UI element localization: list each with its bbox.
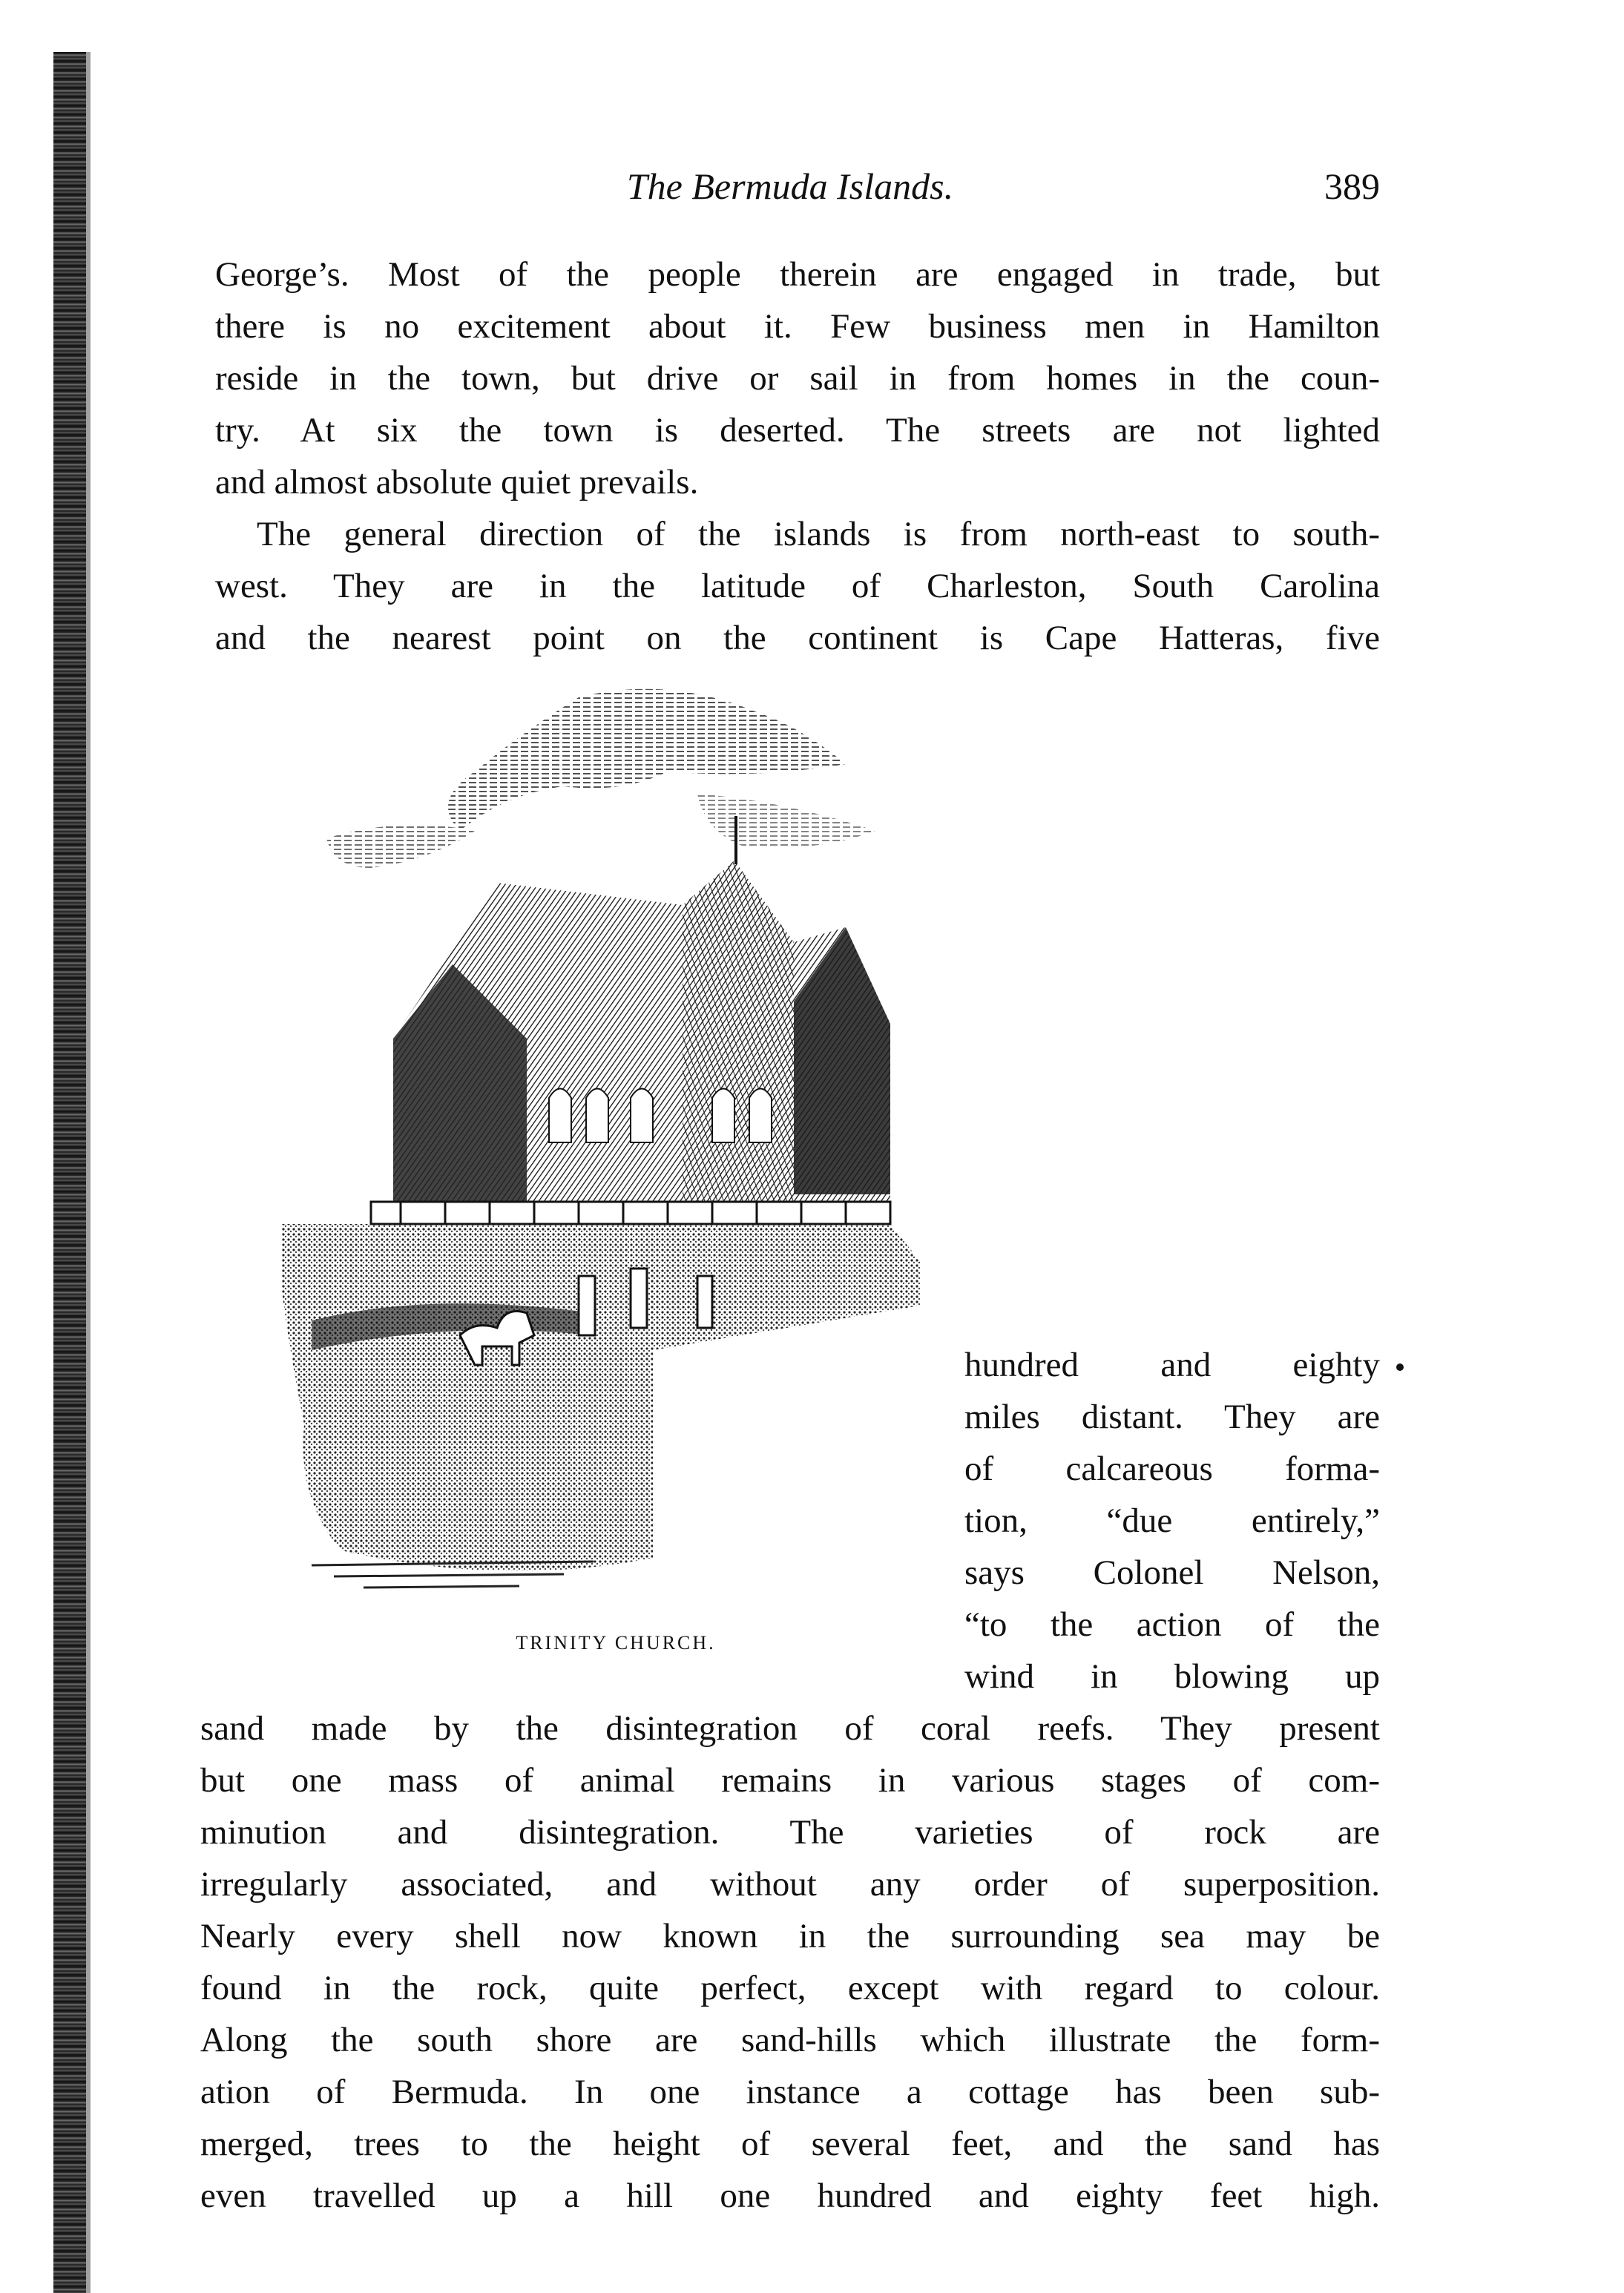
text-line: try. At six the town is deserted. The streets are not lighted xyxy=(215,411,1380,450)
text-block-top xyxy=(215,249,1380,664)
text-line: sand made by the disintegration of coral reefs. They present xyxy=(200,1709,1380,1748)
spine-shadow xyxy=(86,52,91,2293)
text-line: The general direction of the islands is from north-east to south- xyxy=(257,515,1380,553)
text-line: wind in blowing up xyxy=(964,1657,1380,1696)
text-line: and the nearest point on the continent is Cape Hatteras, five xyxy=(215,619,1380,657)
text-line: tion, “due entirely,” xyxy=(964,1501,1380,1540)
text-line: west. They are in the latitude of Charleston, South Carolina xyxy=(215,567,1380,605)
text-line: “to the action of the xyxy=(964,1605,1380,1644)
page-number: 389 xyxy=(1324,165,1380,207)
text-line: irregularly associated, and without any order of superposition. xyxy=(200,1865,1380,1904)
book-spine-edge xyxy=(53,52,86,2293)
text-line: ation of Bermuda. In one instance a cottage has been sub- xyxy=(200,2073,1380,2111)
text-line: Nearly every shell now known in the surrounding sea may be xyxy=(200,1917,1380,1955)
text-line: reside in the town, but drive or sail in from homes in the coun- xyxy=(215,359,1380,398)
text-line: George’s. Most of the people therein are engaged in trade, but xyxy=(215,255,1380,294)
text-line: says Colonel Nelson, xyxy=(964,1553,1380,1592)
stray-mark xyxy=(1396,1363,1404,1371)
text-block-side xyxy=(964,1339,1380,1703)
text-line: miles distant. They are xyxy=(964,1398,1380,1436)
text-line: hundred and eighty xyxy=(964,1346,1380,1384)
figure-caption: TRINITY CHURCH. xyxy=(516,1632,716,1654)
text-line: there is no excitement about it. Few business men in Hamilton xyxy=(215,307,1380,346)
text-line: found in the rock, quite perfect, except with regard to colour. xyxy=(200,1969,1380,2007)
text-line: but one mass of animal remains in various stages of com- xyxy=(200,1761,1380,1800)
text-line: even travelled up a hill one hundred and eighty feet high. xyxy=(200,2177,1380,2215)
text-line: merged, trees to the height of several feet, and the sand has xyxy=(200,2125,1380,2163)
text-line: minution and disintegration. The varieties of rock are xyxy=(200,1813,1380,1852)
text-line: Along the south shore are sand-hills which illustrate the form- xyxy=(200,2021,1380,2059)
text-line: and almost absolute quiet prevails. xyxy=(215,463,699,501)
trinity-church-engraving xyxy=(282,682,927,1625)
text-block-bottom xyxy=(200,1703,1380,2222)
running-title: The Bermuda Islands. xyxy=(626,165,954,207)
running-header xyxy=(200,165,1380,217)
text-line: of calcareous forma- xyxy=(964,1450,1380,1488)
